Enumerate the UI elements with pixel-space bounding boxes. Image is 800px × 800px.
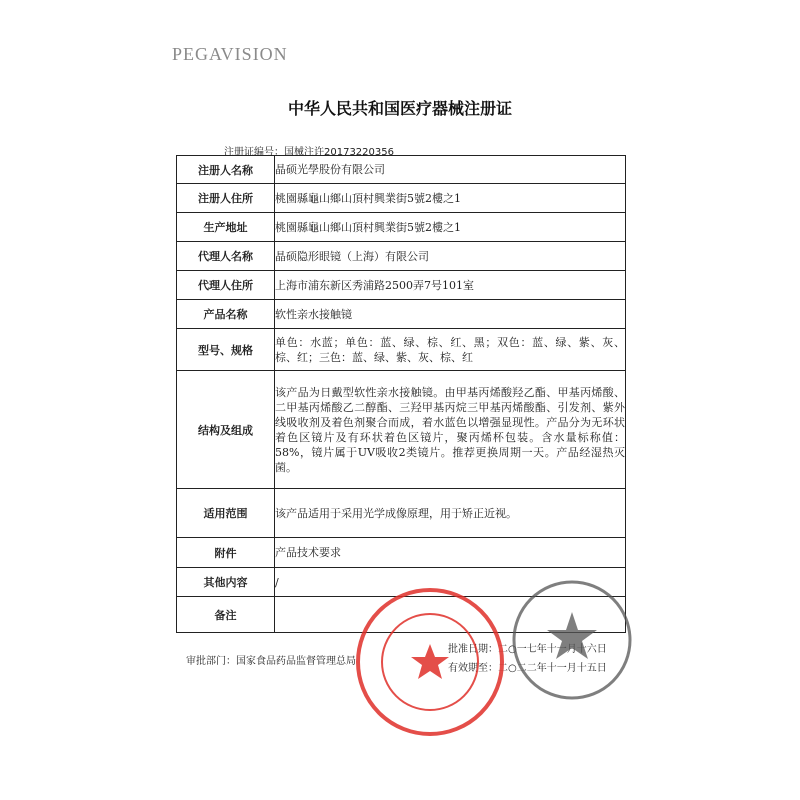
table-row — [177, 371, 626, 489]
registration-value: 国械注许20173220356 — [284, 147, 394, 158]
row-label: 结构及组成 — [177, 371, 275, 489]
row-label: 适用范围 — [177, 489, 275, 538]
row-label: 其他内容 — [177, 568, 275, 597]
row-value: 单色：水蓝；单色：蓝、绿、棕、红、黑；双色：蓝、绿、紫、灰、棕、红；三色：蓝、绿、紫、灰、棕、红 — [275, 329, 626, 371]
approval-authority — [186, 652, 356, 667]
row-label: 注册人名称 — [177, 156, 275, 184]
table-row — [177, 184, 626, 213]
company-logo: PEGAVISION — [172, 44, 288, 64]
approval-date-label: 批准日期： — [448, 644, 498, 655]
row-label: 生产地址 — [177, 213, 275, 242]
table-row — [177, 156, 626, 184]
approval-date-value: 二○一七年十一月十六日 — [498, 644, 607, 655]
row-value: 软性亲水接触镜 — [275, 300, 626, 329]
page-title: 中华人民共和国医疗器械注册证 — [287, 99, 512, 118]
table-row — [177, 271, 626, 300]
row-label: 注册人住所 — [177, 184, 275, 213]
row-value: 桃園縣龜山鄉山頂村興業街5號2樓之1 — [275, 213, 626, 242]
authority-label: 审批部门： — [186, 656, 236, 667]
certificate-table — [176, 155, 626, 633]
row-value: 该产品为日戴型软性亲水接触镜。由甲基丙烯酸羟乙酯、甲基丙烯酸、二甲基丙烯酸乙二醇酯、三羟甲基丙烷三甲基丙烯酸酯、引发剂、紫外线吸收剂及着色剂聚合而成，着水蓝色以增强显现性。产品分为无环状着色区镜片及有环状着色区镜片，聚丙烯杯包装。含水量标称值：58%，镜片属于UV吸收2类镜片。推荐更换周期一天。产品经湿热灭菌。 — [275, 371, 626, 489]
table-row — [177, 300, 626, 329]
row-label: 代理人住所 — [177, 271, 275, 300]
table-row — [177, 329, 626, 371]
row-value: / — [275, 568, 626, 597]
expiry-date-value: 二○二二年十一月十五日 — [498, 663, 607, 674]
row-value: 晶硕隐形眼镜（上海）有限公司 — [275, 242, 626, 271]
authority-value: 国家食品药品监督管理总局 — [236, 656, 356, 667]
row-value: 产品技术要求 — [275, 538, 626, 568]
table-row — [177, 538, 626, 568]
row-label: 备注 — [177, 597, 275, 633]
expiry-date-label: 有效期至： — [448, 663, 498, 674]
company-seal-icon — [350, 582, 510, 742]
row-value: 晶硕光學股份有限公司 — [275, 156, 626, 184]
table-row — [177, 489, 626, 538]
government-seal-icon — [508, 576, 636, 704]
row-value: 该产品适用于采用光学成像原理，用于矫正近视。 — [275, 489, 626, 538]
row-value: 桃園縣龜山鄉山頂村興業街5號2樓之1 — [275, 184, 626, 213]
table-row — [177, 242, 626, 271]
registration-label: 注册证编号： — [224, 147, 284, 158]
row-label: 产品名称 — [177, 300, 275, 329]
row-label: 型号、规格 — [177, 329, 275, 371]
row-value: 上海市浦东新区秀浦路2500弄7号101室 — [275, 271, 626, 300]
row-label: 代理人名称 — [177, 242, 275, 271]
row-label: 附件 — [177, 538, 275, 568]
table-row — [177, 213, 626, 242]
